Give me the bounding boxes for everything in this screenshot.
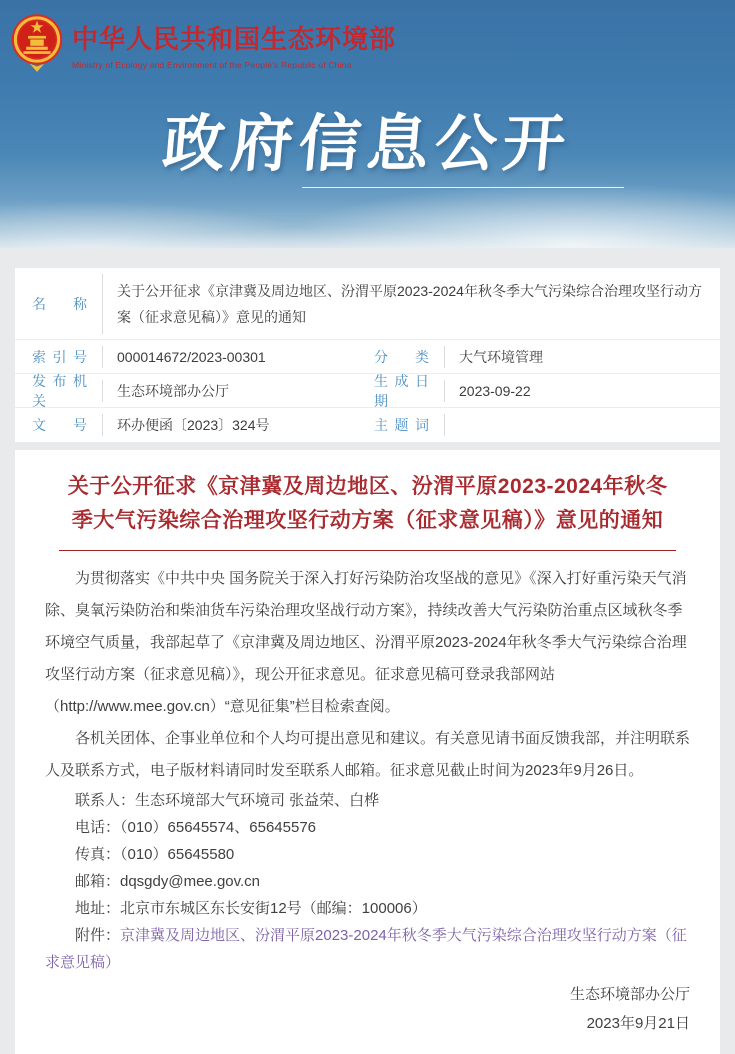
- ministry-name-cn: 中华人民共和国生态环境部: [72, 23, 397, 54]
- attachment-link[interactable]: 京津冀及周边地区、汾渭平原2023-2024年秋冬季大气污染综合治理攻坚行动方案（征求意见稿）: [45, 927, 687, 971]
- paragraph-1: 为贯彻落实《中共中央 国务院关于深入打好污染防治攻坚战的意见》《深入打好重污染天气消除、臭氧污染防治和柴油货车污染治理攻坚战行动方案》，持续改善大气污染防治重点区域秋冬季环境空气质量，我部起草了《京津冀及周边地区、汾渭平原2023-2024年秋冬季大气污染综合治理攻坚行动方案（征求意见稿）》，现公开征求意见。征求意见稿可登录我部网站（http://www.mee.gov.cn）“意见征集”栏目检索查阅。: [45, 570, 687, 715]
- meta-row-docnum-subject: [15, 408, 720, 442]
- document-card: [15, 450, 720, 1054]
- meta-label-subject: 主题词: [374, 417, 429, 433]
- meta-value-agency: 生态环境部办公厅: [102, 380, 357, 402]
- phone-line: 电话：（010）65645574、65645576: [75, 819, 317, 836]
- fax-line: 传真：（010）65645580: [75, 846, 235, 863]
- meta-row-name: [15, 268, 720, 340]
- document-title: [45, 470, 690, 538]
- national-emblem-icon: [10, 12, 64, 76]
- card-gap: [0, 442, 735, 450]
- meta-label-index: 索引号: [32, 348, 87, 365]
- meta-row-agency-date: [15, 374, 720, 408]
- contact-person-line: 联系人：生态环境部大气环境司 张益荣、白桦: [75, 792, 380, 809]
- meta-label-agency: 发布机关: [32, 372, 87, 409]
- ministry-title-block: [72, 19, 396, 70]
- meta-label-date: 生成日期: [374, 372, 429, 409]
- attachment-line: [45, 922, 690, 976]
- meta-label-doc-number: 文号: [32, 417, 87, 433]
- meta-value-category: 大气环境管理: [444, 346, 706, 368]
- banner: [0, 0, 735, 248]
- meta-row-index-category: [15, 340, 720, 374]
- meta-value-name: 关于公开征求《京津冀及周边地区、汾渭平原2023-2024年秋冬季大气污染综合治理攻坚行动方案（征求意见稿）》意见的通知: [102, 274, 714, 334]
- attachment-label: 附件：: [75, 927, 121, 944]
- ministry-header[interactable]: [10, 12, 396, 76]
- metadata-card: [15, 268, 720, 442]
- meta-value-subject: [444, 414, 706, 436]
- meta-label-name: 名称: [32, 295, 87, 312]
- document-title-line2: 季大气污染综合治理攻坚行动方案（征求意见稿）》意见的通知: [71, 509, 664, 532]
- meta-value-doc-number: 环办便函〔2023〕324号: [102, 414, 357, 436]
- address-line: 地址：北京市东城区东长安街12号（邮编：100006）: [75, 900, 427, 917]
- signoff-date: 2023年9月21日: [586, 1015, 690, 1032]
- banner-page-title: 政府信息公开: [159, 110, 574, 179]
- title-divider-line: [59, 550, 676, 551]
- meta-value-index: 000014672/2023-00301: [102, 346, 357, 368]
- email-line: 邮箱：dqsgdy@mee.gov.cn: [75, 873, 261, 890]
- meta-value-date: 2023-09-22: [444, 380, 706, 402]
- banner-underline-decoration: [302, 187, 624, 188]
- document-body: [45, 563, 690, 1038]
- ministry-name-en: Ministry of Ecology and Environment of the People's Republic of China: [72, 59, 352, 70]
- document-title-line1: 关于公开征求《京津冀及周边地区、汾渭平原2023-2024年秋冬: [67, 475, 668, 498]
- meta-label-category: 分类: [374, 348, 429, 365]
- signoff-organization: 生态环境部办公厅: [569, 986, 690, 1003]
- signoff-block: [45, 980, 690, 1038]
- paragraph-2: 各机关团体、企事业单位和个人均可提出意见和建议。有关意见请书面反馈我部，并注明联系人及联系方式，电子版材料请同时发至联系人邮箱。征求意见截止时间为2023年9月26日。: [45, 730, 691, 779]
